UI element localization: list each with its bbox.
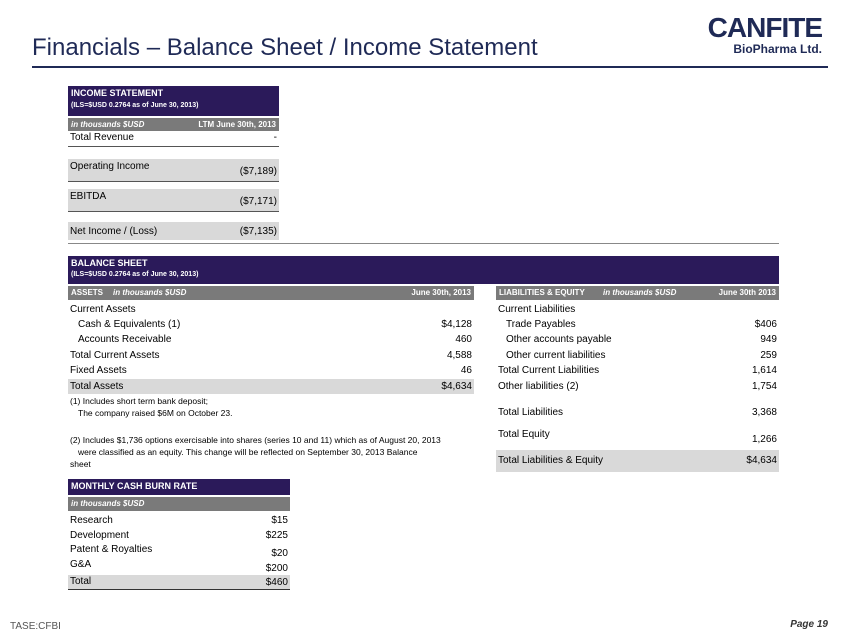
ticker-label: TASE:CFBI (10, 621, 61, 632)
divider (68, 181, 279, 182)
cash-burn-row (70, 529, 288, 543)
income-statement-subheader (68, 118, 279, 131)
cash-burn-row (70, 514, 288, 528)
assets-subheader (68, 286, 474, 300)
row-value: $200 (265, 563, 288, 574)
row-label: Net Income / (Loss) (70, 226, 158, 237)
liability-row-total (496, 450, 779, 472)
row-label: Total Current Liabilities (498, 365, 600, 376)
assets-unit: in thousands $USD (113, 288, 187, 297)
balance-sheet-header (68, 256, 779, 284)
cash-burn-row (70, 543, 288, 557)
row-value: 460 (455, 334, 472, 345)
row-value: - (273, 132, 277, 143)
row-label: Cash & Equivalents (1) (78, 319, 181, 330)
row-label: Total Liabilities & Equity (498, 455, 604, 466)
footnote-2-line-3: sheet (70, 459, 91, 469)
asset-row-total (68, 379, 474, 394)
income-unit-label: in thousands $USD (71, 120, 145, 129)
footnote-1-line-2: The company raised $6M on October 23. (78, 408, 233, 418)
row-label: Current Liabilities (498, 304, 576, 315)
row-value: $15 (271, 515, 288, 526)
balance-sheet-title: BALANCE SHEET (71, 258, 148, 268)
balance-sheet-subtitle: (ILS=$USD 0.2764 as of June 30, 2013) (71, 271, 199, 278)
row-value: ($7,135) (239, 226, 277, 237)
row-label: Trade Payables (506, 319, 576, 330)
row-label: Total Liabilities (498, 407, 564, 418)
asset-row (70, 349, 472, 363)
income-statement-header (68, 86, 279, 116)
row-label: Other current liabilities (506, 350, 606, 361)
asset-row (78, 333, 472, 347)
liability-row (498, 406, 777, 420)
asset-row (78, 318, 472, 332)
cash-burn-row (70, 558, 288, 572)
company-logo (688, 12, 828, 62)
cash-burn-unit: in thousands $USD (71, 499, 145, 508)
row-value: 1,614 (751, 365, 777, 376)
row-value: ($7,189) (239, 166, 277, 177)
row-value: 1,266 (751, 434, 777, 445)
row-value: 46 (460, 365, 472, 376)
logo-subtitle: BioPharma Ltd. (733, 42, 822, 56)
asset-row (70, 303, 472, 317)
income-statement-title: INCOME STATEMENT (71, 88, 164, 98)
footnote-2-line-2: were classified as an equity. This change will be reflected on September 30, 2013 Balance (78, 447, 418, 457)
cash-burn-subheader (68, 497, 290, 511)
income-row-operating-income (68, 159, 279, 181)
row-label: Development (70, 530, 129, 541)
divider (68, 211, 279, 212)
asset-row (70, 364, 472, 378)
row-label: Total (70, 576, 92, 587)
liability-row (506, 318, 777, 332)
liability-row (498, 380, 777, 394)
row-value: 259 (760, 350, 777, 361)
income-period-label: LTM June 30th, 2013 (198, 120, 276, 129)
row-label: Current Assets (70, 304, 136, 315)
row-label: Other liabilities (2) (498, 381, 579, 392)
row-value: $460 (265, 577, 288, 588)
page-number: Page 19 (790, 619, 828, 630)
row-label: Research (70, 515, 113, 526)
liability-row (498, 428, 777, 448)
income-row-ebitda (68, 189, 279, 211)
liability-row (498, 364, 777, 378)
page-title: Financials – Balance Sheet / Income Statement (32, 34, 538, 61)
row-label: Total Revenue (70, 132, 134, 143)
row-label: Total Assets (70, 381, 124, 392)
row-value: $20 (271, 548, 288, 559)
liabilities-unit: in thousands $USD (603, 288, 677, 297)
row-value: $4,634 (441, 381, 472, 392)
row-label: Total Current Assets (70, 350, 160, 361)
row-value: $4,128 (441, 319, 472, 330)
assets-header: ASSETS (71, 288, 104, 297)
row-label: Fixed Assets (70, 365, 127, 376)
row-label: Accounts Receivable (78, 334, 172, 345)
row-value: $225 (265, 530, 288, 541)
row-label: G&A (70, 559, 92, 570)
income-row-net-income (68, 222, 279, 240)
liability-row (506, 349, 777, 363)
section-divider (68, 243, 779, 244)
cash-burn-row-total (68, 575, 290, 589)
row-value: $4,634 (746, 455, 777, 466)
row-value: 949 (760, 334, 777, 345)
row-label: EBITDA (70, 191, 107, 202)
row-value: 1,754 (751, 381, 777, 392)
footnote-1-line-1: (1) Includes short term bank deposit; (70, 396, 208, 406)
liability-row (498, 303, 777, 317)
cash-burn-title: MONTHLY CASH BURN RATE (71, 481, 198, 491)
liabilities-header: LIABILITIES & EQUITY (499, 288, 585, 297)
row-value: 4,588 (446, 350, 472, 361)
liability-row (506, 333, 777, 347)
cash-burn-header (68, 479, 290, 495)
row-label: Operating Income (70, 161, 150, 172)
row-label: Patent & Royalties (70, 544, 153, 555)
footnote-2-line-1: (2) Includes $1,736 options exercisable into shares (series 10 and 11) which as of August 20, 2013 (70, 435, 441, 445)
title-divider (32, 66, 828, 68)
row-value: ($7,171) (239, 196, 277, 207)
row-label: Total Equity (498, 429, 550, 440)
divider (68, 146, 279, 147)
divider (68, 589, 290, 590)
liabilities-subheader (496, 286, 779, 300)
assets-period: June 30th, 2013 (411, 288, 471, 297)
income-row-revenue (70, 131, 277, 145)
row-value: $406 (754, 319, 777, 330)
liabilities-period: June 30th 2013 (718, 288, 776, 297)
row-value: 3,368 (751, 407, 777, 418)
logo-wordmark: CANFITE (707, 12, 822, 43)
income-statement-subtitle: (ILS=$USD 0.2764 as of June 30, 2013) (71, 102, 199, 109)
row-label: Other accounts payable (506, 334, 612, 345)
